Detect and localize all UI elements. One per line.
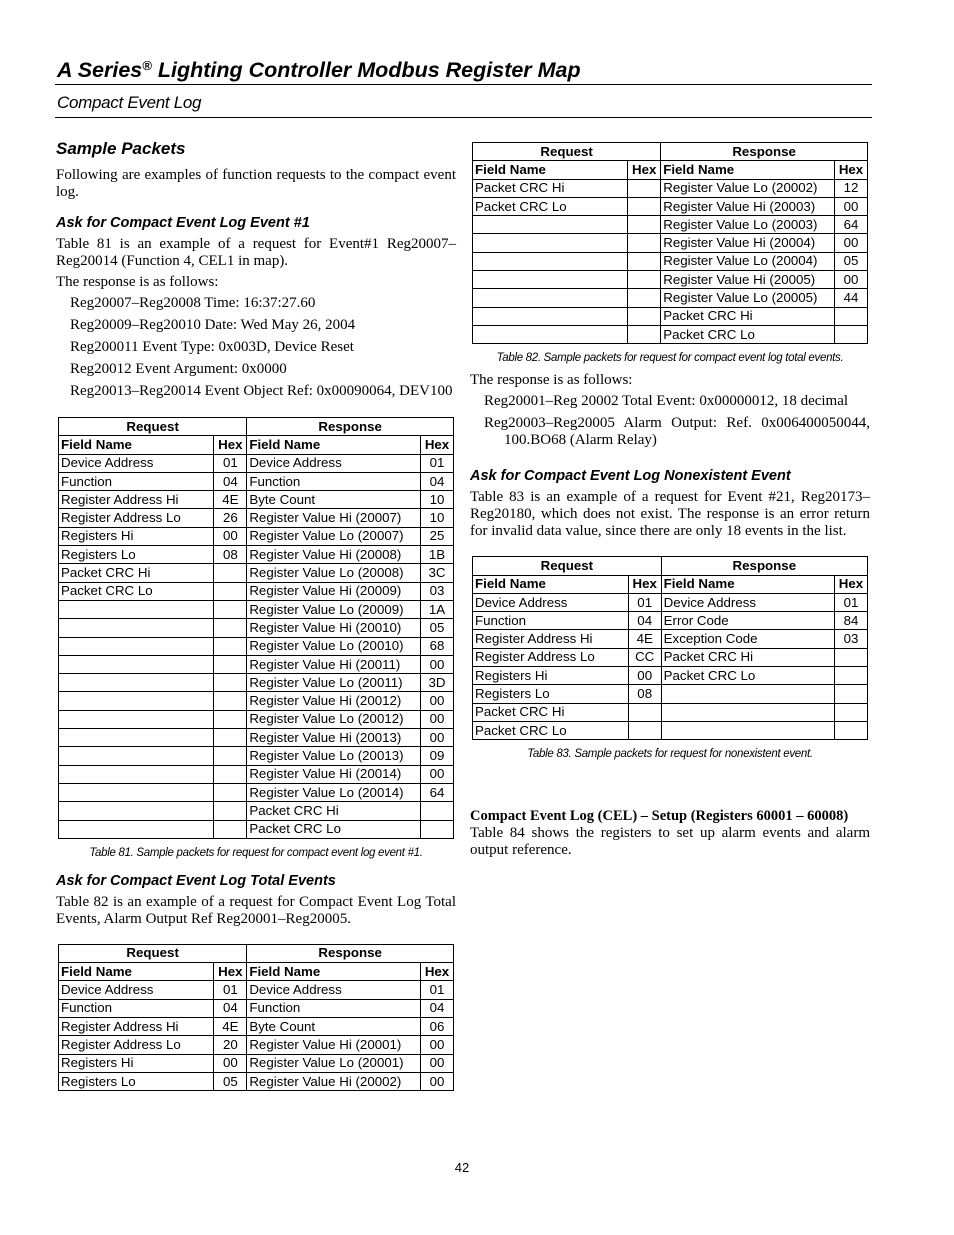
response-header: Response xyxy=(247,418,454,436)
request-hex: 08 xyxy=(628,685,661,703)
request-field-name xyxy=(473,289,628,307)
hex-header: Hex xyxy=(835,575,868,593)
response-hex xyxy=(835,325,868,343)
request-field-name xyxy=(473,307,628,325)
table-row xyxy=(473,197,868,215)
table-row xyxy=(59,1072,454,1090)
response-hex: 00 xyxy=(421,1054,454,1072)
table-row xyxy=(59,509,454,527)
table-row xyxy=(473,667,868,685)
intro-paragraph: Following are examples of function requests to the compact event log. xyxy=(56,167,456,200)
request-field-name: Device Address xyxy=(59,981,214,999)
response-field-name: Byte Count xyxy=(247,1018,421,1036)
request-hex xyxy=(214,710,247,728)
request-hex: 26 xyxy=(214,509,247,527)
request-field-name xyxy=(473,325,628,343)
event1-heading: Ask for Compact Event Log Event #1 xyxy=(56,215,310,231)
table-row xyxy=(473,289,868,307)
request-header: Request xyxy=(473,143,661,161)
response-hex: 3D xyxy=(421,674,454,692)
table-row xyxy=(59,564,454,582)
table-row xyxy=(59,747,454,765)
request-hex xyxy=(628,197,661,215)
response-intro: The response is as follows: xyxy=(470,372,633,389)
subtitle-rule xyxy=(55,117,872,118)
response-hex: 44 xyxy=(835,289,868,307)
request-field-name xyxy=(59,619,214,637)
response-hex: 25 xyxy=(421,527,454,545)
hex-header: Hex xyxy=(214,436,247,454)
response-field-name: Device Address xyxy=(247,454,421,472)
field-name-header: Field Name xyxy=(473,575,629,593)
response-intro: The response is as follows: xyxy=(56,274,219,290)
table-row xyxy=(473,721,868,739)
response-field-name: Register Value Hi (20010) xyxy=(247,619,421,637)
field-name-header: Field Name xyxy=(59,436,214,454)
request-hex xyxy=(628,721,661,739)
response-hex: 06 xyxy=(421,1018,454,1036)
response-hex: 10 xyxy=(421,491,454,509)
hex-header: Hex xyxy=(835,161,868,179)
page-number: 42 xyxy=(454,1160,470,1175)
response-field-name: Packet CRC Hi xyxy=(661,307,835,325)
table-row xyxy=(59,491,454,509)
table-row xyxy=(473,325,868,343)
total-events-paragraph: Table 82 is an example of a request for Compact Event Log Total Events, Alarm Output Ref Reg20001–Reg20005. xyxy=(56,893,456,927)
response-field-name xyxy=(661,703,834,721)
response-hex: 12 xyxy=(835,179,868,197)
response-hex: 3C xyxy=(421,564,454,582)
response-field-name: Function xyxy=(247,472,421,490)
response-field-name: Register Value Lo (20014) xyxy=(247,783,421,801)
response-hex: 10 xyxy=(421,509,454,527)
table-row xyxy=(473,648,868,666)
response-field-name xyxy=(661,685,834,703)
nonexistent-event-paragraph: Table 83 is an example of a request for Event #21, Reg20173–Reg20180, which does not exist. The response is an error return for invalid data value, since there are only 18 events in the list. xyxy=(470,489,870,540)
response-field-name: Packet CRC Lo xyxy=(661,667,834,685)
table-row xyxy=(59,802,454,820)
response-field-name: Device Address xyxy=(247,981,421,999)
response-hex: 01 xyxy=(421,454,454,472)
request-hex xyxy=(214,802,247,820)
registered-mark: ® xyxy=(142,58,152,73)
response-field-name: Register Value Hi (20014) xyxy=(247,765,421,783)
table-83 xyxy=(472,556,868,740)
request-hex xyxy=(214,729,247,747)
field-name-header: Field Name xyxy=(247,963,421,981)
response-field-name xyxy=(661,721,834,739)
response-hex xyxy=(835,307,868,325)
response-hex: 01 xyxy=(421,981,454,999)
request-hex xyxy=(214,582,247,600)
response-hex: 64 xyxy=(421,783,454,801)
table-row xyxy=(59,692,454,710)
request-field-name: Device Address xyxy=(59,454,214,472)
table-row xyxy=(473,593,868,611)
response-field-name: Packet CRC Lo xyxy=(661,325,835,343)
response-header: Response xyxy=(247,944,454,962)
request-hex: 00 xyxy=(214,1054,247,1072)
response-hex xyxy=(835,721,868,739)
request-field-name: Packet CRC Lo xyxy=(473,721,629,739)
request-field-name xyxy=(59,747,214,765)
table-row xyxy=(59,674,454,692)
request-hex xyxy=(214,692,247,710)
response-field-name: Packet CRC Hi xyxy=(661,648,834,666)
response-field-name: Register Value Lo (20013) xyxy=(247,747,421,765)
response-hex: 00 xyxy=(421,692,454,710)
table-82-part1 xyxy=(58,944,454,1091)
response-line: Reg20013–Reg20014 Event Object Ref: 0x00090064, DEV100 xyxy=(70,383,453,399)
response-hex: 09 xyxy=(421,747,454,765)
table-row xyxy=(59,454,454,472)
table-81 xyxy=(58,417,454,839)
event1-paragraph: Table 81 is an example of a request for Event#1 Reg20007–Reg20014 (Function 4, CEL1 in map). xyxy=(56,236,456,269)
hex-header: Hex xyxy=(628,161,661,179)
request-hex xyxy=(214,747,247,765)
field-name-header: Field Name xyxy=(247,436,421,454)
response-field-name: Register Value Hi (20008) xyxy=(247,546,421,564)
request-field-name xyxy=(59,674,214,692)
left-column xyxy=(56,138,456,1091)
response-line: Reg20012 Event Argument: 0x0000 xyxy=(70,361,287,377)
response-hex: 00 xyxy=(421,765,454,783)
request-field-name: Registers Hi xyxy=(59,527,214,545)
table-row xyxy=(59,999,454,1017)
request-field-name: Register Address Hi xyxy=(59,1018,214,1036)
request-hex: CC xyxy=(628,648,661,666)
request-hex xyxy=(628,325,661,343)
right-column xyxy=(470,142,870,863)
response-hex xyxy=(835,648,868,666)
request-hex xyxy=(628,252,661,270)
response-hex: 00 xyxy=(421,729,454,747)
table-row xyxy=(59,546,454,564)
response-field-name: Register Value Lo (20009) xyxy=(247,600,421,618)
response-hex: 04 xyxy=(421,999,454,1017)
table-row xyxy=(59,472,454,490)
request-field-name xyxy=(473,271,628,289)
table-row xyxy=(59,1054,454,1072)
request-field-name xyxy=(59,765,214,783)
request-field-name: Device Address xyxy=(473,593,629,611)
response-field-name: Register Value Hi (20003) xyxy=(661,197,835,215)
response-hex: 01 xyxy=(835,593,868,611)
response-hex: 05 xyxy=(421,619,454,637)
response-field-name: Register Value Lo (20005) xyxy=(661,289,835,307)
response-field-name: Register Value Hi (20009) xyxy=(247,582,421,600)
response-hex: 1B xyxy=(421,546,454,564)
request-field-name xyxy=(59,600,214,618)
request-hex xyxy=(214,765,247,783)
response-line: Reg20007–Reg20008 Time: 16:37:27.60 xyxy=(70,295,316,311)
document-title: A Series® Lighting Controller Modbus Register Map xyxy=(57,58,581,82)
request-hex: 08 xyxy=(214,546,247,564)
field-name-header: Field Name xyxy=(661,161,835,179)
request-hex xyxy=(214,783,247,801)
response-field-name: Function xyxy=(247,999,421,1017)
response-field-name: Register Value Lo (20004) xyxy=(661,252,835,270)
response-hex: 00 xyxy=(421,1036,454,1054)
table-row xyxy=(59,820,454,838)
cel-setup-paragraph: Table 84 shows the registers to set up alarm events and alarm output reference. xyxy=(470,825,870,859)
table-row xyxy=(59,582,454,600)
response-hex: 00 xyxy=(421,655,454,673)
request-hex: 00 xyxy=(628,667,661,685)
response-hex: 04 xyxy=(421,472,454,490)
request-hex xyxy=(628,271,661,289)
response-hex: 05 xyxy=(835,252,868,270)
request-hex xyxy=(628,289,661,307)
request-field-name: Packet CRC Hi xyxy=(473,703,629,721)
request-field-name: Register Address Lo xyxy=(473,648,629,666)
request-field-name xyxy=(59,783,214,801)
response-field-name: Register Value Hi (20005) xyxy=(661,271,835,289)
hex-header: Hex xyxy=(214,963,247,981)
request-hex: 4E xyxy=(214,491,247,509)
request-field-name: Packet CRC Hi xyxy=(59,564,214,582)
request-field-name: Function xyxy=(59,472,214,490)
request-field-name: Registers Lo xyxy=(59,546,214,564)
table-row xyxy=(59,729,454,747)
response-hex xyxy=(421,802,454,820)
request-field-name xyxy=(59,655,214,673)
request-hex: 20 xyxy=(214,1036,247,1054)
request-hex xyxy=(214,674,247,692)
table-row xyxy=(473,252,868,270)
response-field-name: Register Value Lo (20007) xyxy=(247,527,421,545)
request-field-name xyxy=(473,252,628,270)
response-field-name: Register Value Hi (20004) xyxy=(661,234,835,252)
table-row xyxy=(59,600,454,618)
table-row xyxy=(473,179,868,197)
table-81-caption: Table 81. Sample packets for request for compact event log event #1. xyxy=(89,846,423,859)
response-hex: 00 xyxy=(835,271,868,289)
response-line: Reg20001–Reg 20002 Total Event: 0x00000012, 18 decimal xyxy=(484,393,849,410)
table-row xyxy=(473,630,868,648)
table-row xyxy=(59,655,454,673)
response-field-name: Register Value Hi (20011) xyxy=(247,655,421,673)
table-row xyxy=(473,612,868,630)
request-header: Request xyxy=(59,418,247,436)
response-field-name: Register Value Lo (20010) xyxy=(247,637,421,655)
request-hex: 04 xyxy=(214,472,247,490)
request-field-name: Register Address Lo xyxy=(59,1036,214,1054)
response-field-name: Register Value Lo (20003) xyxy=(661,216,835,234)
table-row xyxy=(59,1018,454,1036)
request-hex: 05 xyxy=(214,1072,247,1090)
request-field-name: Registers Hi xyxy=(59,1054,214,1072)
request-field-name xyxy=(59,710,214,728)
response-hex: 64 xyxy=(835,216,868,234)
request-field-name xyxy=(59,692,214,710)
table-82-part2 xyxy=(472,142,868,344)
request-field-name: Registers Lo xyxy=(473,685,629,703)
request-field-name: Register Address Hi xyxy=(59,491,214,509)
request-hex xyxy=(214,619,247,637)
response-hex xyxy=(835,667,868,685)
request-hex xyxy=(628,703,661,721)
request-hex xyxy=(214,655,247,673)
request-hex xyxy=(214,600,247,618)
response-hex: 03 xyxy=(421,582,454,600)
request-field-name: Registers Lo xyxy=(59,1072,214,1090)
request-header: Request xyxy=(59,944,247,962)
response-field-name: Register Value Hi (20012) xyxy=(247,692,421,710)
response-header: Response xyxy=(661,143,868,161)
table-row xyxy=(59,637,454,655)
request-field-name xyxy=(59,820,214,838)
response-hex xyxy=(421,820,454,838)
response-field-name: Packet CRC Lo xyxy=(247,820,421,838)
request-hex: 4E xyxy=(214,1018,247,1036)
request-field-name xyxy=(59,729,214,747)
request-hex: 4E xyxy=(628,630,661,648)
response-field-name: Device Address xyxy=(661,593,834,611)
table-row xyxy=(59,765,454,783)
response-field-name: Register Value Lo (20011) xyxy=(247,674,421,692)
table-row xyxy=(473,271,868,289)
table-row xyxy=(59,1036,454,1054)
sample-packets-heading: Sample Packets xyxy=(56,139,186,158)
response-field-name: Register Value Hi (20002) xyxy=(247,1072,421,1090)
response-field-name: Error Code xyxy=(661,612,834,630)
request-hex: 04 xyxy=(628,612,661,630)
request-hex: 04 xyxy=(214,999,247,1017)
title-rule xyxy=(55,84,872,85)
response-field-name: Register Value Lo (20002) xyxy=(661,179,835,197)
response-field-name: Register Value Hi (20013) xyxy=(247,729,421,747)
request-hex xyxy=(628,234,661,252)
response-field-name: Packet CRC Hi xyxy=(247,802,421,820)
table-row xyxy=(473,216,868,234)
table-row xyxy=(59,783,454,801)
cel-setup-heading: Compact Event Log (CEL) – Setup (Registers 60001 – 60008) xyxy=(470,808,849,825)
response-line: Reg200011 Event Type: 0x003D, Device Reset xyxy=(70,339,354,355)
nonexistent-event-heading: Ask for Compact Event Log Nonexistent Event xyxy=(470,468,791,485)
response-hex: 1A xyxy=(421,600,454,618)
response-field-name: Byte Count xyxy=(247,491,421,509)
table-row xyxy=(473,307,868,325)
response-hex xyxy=(835,703,868,721)
response-hex: 84 xyxy=(835,612,868,630)
table-82-caption: Table 82. Sample packets for request for compact event log total events. xyxy=(496,352,844,365)
hex-header: Hex xyxy=(421,963,454,981)
response-hex: 03 xyxy=(835,630,868,648)
response-line: Reg20009–Reg20010 Date: Wed May 26, 2004 xyxy=(70,317,356,333)
response-hex: 00 xyxy=(835,197,868,215)
field-name-header: Field Name xyxy=(473,161,628,179)
response-hex xyxy=(835,685,868,703)
section-subtitle: Compact Event Log xyxy=(57,93,202,112)
request-field-name xyxy=(473,216,628,234)
table-row xyxy=(473,703,868,721)
request-field-name: Registers Hi xyxy=(473,667,629,685)
table-row xyxy=(473,234,868,252)
field-name-header: Field Name xyxy=(59,963,214,981)
response-hex: 00 xyxy=(421,1072,454,1090)
total-events-heading: Ask for Compact Event Log Total Events xyxy=(56,872,336,889)
request-field-name xyxy=(59,802,214,820)
request-field-name: Packet CRC Lo xyxy=(473,197,628,215)
table-row xyxy=(59,527,454,545)
request-hex xyxy=(628,179,661,197)
request-hex: 01 xyxy=(214,454,247,472)
request-hex: 01 xyxy=(214,981,247,999)
request-header: Request xyxy=(473,557,662,575)
request-field-name: Register Address Lo xyxy=(59,509,214,527)
table-row xyxy=(59,710,454,728)
response-hex: 00 xyxy=(835,234,868,252)
table-row xyxy=(473,685,868,703)
field-name-header: Field Name xyxy=(661,575,834,593)
request-field-name: Packet CRC Hi xyxy=(473,179,628,197)
response-field-name: Register Value Lo (20008) xyxy=(247,564,421,582)
hex-header: Hex xyxy=(628,575,661,593)
request-hex xyxy=(214,564,247,582)
request-hex: 01 xyxy=(628,593,661,611)
request-field-name xyxy=(473,234,628,252)
table-row xyxy=(59,981,454,999)
request-hex xyxy=(628,216,661,234)
response-line: Reg20003–Reg20005 Alarm Output: Ref. 0x006400050044, 100.BO68 (Alarm Relay) xyxy=(484,415,870,449)
response-hex: 68 xyxy=(421,637,454,655)
response-field-name: Register Value Lo (20012) xyxy=(247,710,421,728)
table-row xyxy=(59,619,454,637)
request-hex xyxy=(628,307,661,325)
response-field-name: Exception Code xyxy=(661,630,834,648)
request-field-name: Function xyxy=(473,612,629,630)
request-hex xyxy=(214,820,247,838)
request-field-name: Packet CRC Lo xyxy=(59,582,214,600)
request-field-name: Register Address Hi xyxy=(473,630,629,648)
response-field-name: Register Value Hi (20001) xyxy=(247,1036,421,1054)
request-hex: 00 xyxy=(214,527,247,545)
response-field-name: Register Value Lo (20001) xyxy=(247,1054,421,1072)
request-hex xyxy=(214,637,247,655)
hex-header: Hex xyxy=(421,436,454,454)
request-field-name xyxy=(59,637,214,655)
response-hex: 00 xyxy=(421,710,454,728)
response-header: Response xyxy=(661,557,867,575)
table-83-caption: Table 83. Sample packets for request for nonexistent event. xyxy=(527,748,813,761)
request-field-name: Function xyxy=(59,999,214,1017)
response-field-name: Register Value Hi (20007) xyxy=(247,509,421,527)
